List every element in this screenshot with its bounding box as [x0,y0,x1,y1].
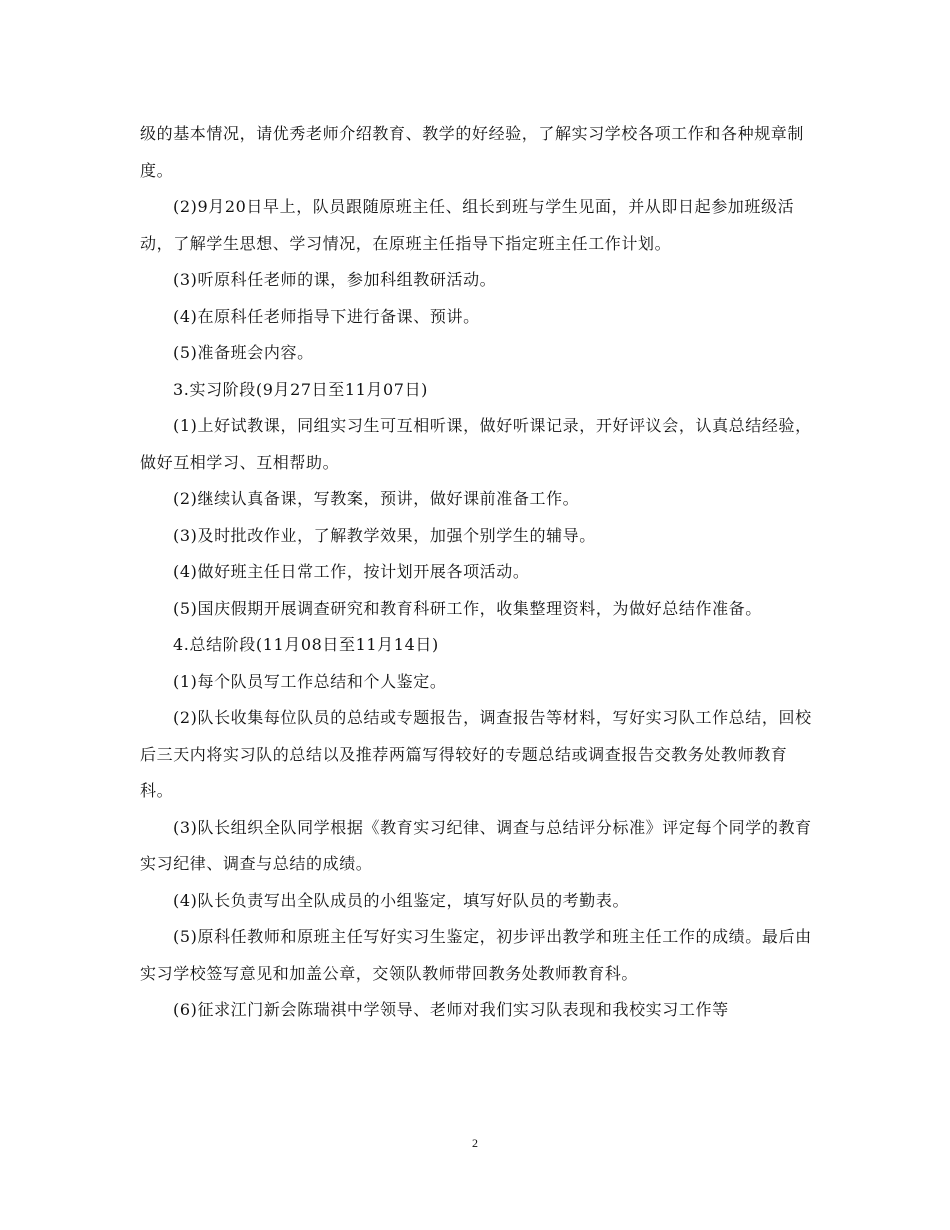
paragraph-item-4: (4)在原科任老师指导下进行备课、预讲。 [173,306,480,326]
section-heading-summary: 4.总结阶段(11月08日至11月14日) [173,635,439,654]
paragraph-summary-4: (4)队长负责写出全队成员的小组鉴定，填写好队员的考勤表。 [173,890,630,910]
paragraph-practice-5: (5)国庆假期开展调查研究和教育科研工作，收集整理资料，为做好总结作准备。 [173,598,762,618]
paragraph-summary-6: (6)征求江门新会陈瑞祺中学领导、老师对我们实习队表现和我校实习工作等 [173,1000,729,1019]
paragraph-summary-2: (2)队长收集每位队员的总结或专题报告，调查报告等材料，写好实习队工作总结，回校后三天内将实习队的总结以及推荐两篇写得较好的专题总结或调查报告交教务处教师教育科。 [140,708,812,800]
paragraph-practice-1: (1)上好试教课，同组实习生可互相听课，做好听课记录，开好评议会，认真总结经验，做好互相学习、互相帮助。 [140,416,812,472]
paragraph-item-3: (3)听原科任老师的课，参加科组教研活动。 [173,270,497,289]
paragraph-summary-3: (3)队长组织全队同学根据《教育实习纪律、调查与总结评分标准》评定每个同学的教育实习纪律、调查与总结的成绩。 [140,817,812,873]
document-body [140,116,820,1029]
paragraph-summary-1: (1)每个队员写工作总结和个人鉴定。 [173,671,447,691]
paragraph-continuation: 级的基本情况，请优秀老师介绍教育、教学的好经验，了解实习学校各项工作和各种规章制度。 [140,124,805,180]
paragraph-practice-2: (2)继续认真备课，写教案，预讲，做好课前准备工作。 [173,489,580,508]
paragraph-practice-4: (4)做好班主任日常工作，按计划开展各项活动。 [173,562,530,581]
paragraph-item-2: (2)9月20日早上，队员跟随原班主任、组长到班与学生见面，并从即日起参加班级活动，了解学生思想、学习情况，在原班主任指导下指定班主任工作计划。 [140,197,795,253]
section-heading-practice: 3.实习阶段(9月27日至11月07日) [173,379,429,399]
paragraph-summary-5: (5)原科任教师和原班主任写好实习生鉴定，初步评出教学和班主任工作的成绩。最后由实习学校签写意见和加盖公章，交领队教师带回教务处教师教育科。 [140,927,812,983]
paragraph-item-5: (5)准备班会内容。 [173,343,314,362]
paragraph-practice-3: (3)及时批改作业，了解教学效果，加强个别学生的辅导。 [173,525,596,545]
page-number: 2 [472,1136,478,1150]
